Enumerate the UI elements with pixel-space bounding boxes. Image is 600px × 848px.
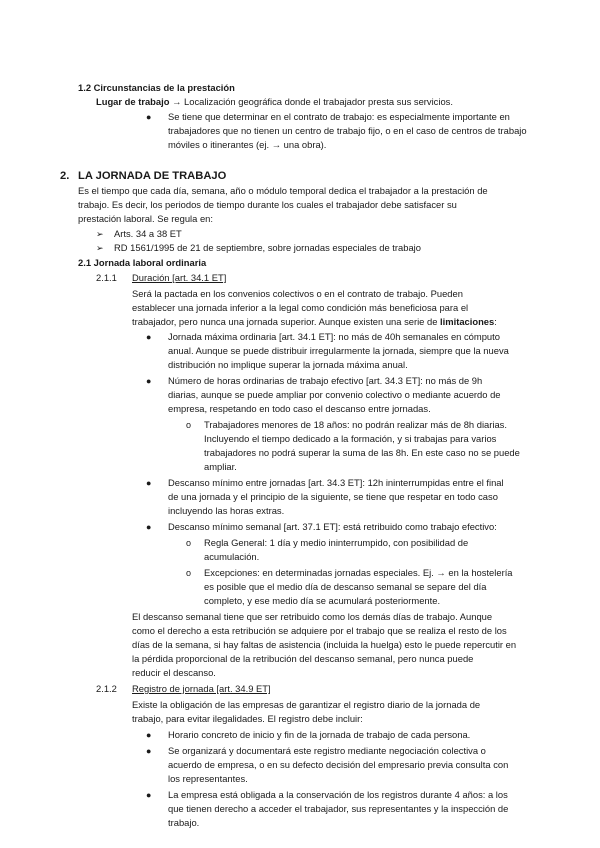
closing-line: El descanso semanal tiene que ser retribuido como los demás días de trabajo. Aunque <box>132 611 493 622</box>
intro-line: trabajo. Es decir, los periodos de tiempo durante los cuales el trabajador debe satisfacer su <box>78 199 457 210</box>
regulation-item: RD 1561/1995 de 21 de septiembre, sobre jornadas especiales de trabajo <box>114 242 421 253</box>
intro-line: prestación laboral. Se regula en: <box>78 213 213 224</box>
lugar-bullet-line: Se tiene que determinar en el contrato de trabajo: es especialmente importante en <box>168 111 510 122</box>
regla-general-line: Regla General: 1 día y medio ininterrumpido, con posibilidad de <box>204 537 469 548</box>
registro-bullet-line: acuerdo de empresa, o en su defecto decisión del empresario previa consulta con <box>168 759 509 770</box>
limit-bullet-line: Jornada máxima ordinaria [art. 34.1 ET]: no más de 40h semanales en cómputo <box>168 331 500 342</box>
duracion-line: Será la pactada en los convenios colectivos o en el contrato de trabajo. Pueden <box>132 288 463 299</box>
lugar-text: Localización geográfica donde el trabajador presta sus servicios. <box>181 96 453 107</box>
closing-line: la pérdida proporcional de la retribución del descanso semanal, pero nunca puede <box>132 653 474 664</box>
limitaciones-emphasis: limitaciones <box>440 316 495 327</box>
intro-line: Es el tiempo que cada día, semana, año o módulo temporal dedica el trabajador a la prestación de <box>78 185 488 196</box>
limit-bullet-line: distribución no implique superar la jornada máxima anual. <box>168 359 408 370</box>
colon: : <box>494 316 497 327</box>
registro-bullet-line: La empresa está obligada a la conservación de los registros durante 4 años: a los <box>168 789 508 800</box>
bullet-icon: ● <box>146 376 152 386</box>
circle-bullet-icon: o <box>186 538 192 548</box>
section-2-number: 2. <box>60 170 70 182</box>
regla-general-line: acumulación. <box>204 551 260 562</box>
arrow-icon: → <box>172 96 182 107</box>
bullet-icon: ● <box>146 790 152 800</box>
bullet-icon: ● <box>146 730 152 740</box>
section-2-1-title: 2.1 Jornada laboral ordinaria <box>78 257 207 268</box>
limit-bullet-line: Descanso mínimo entre jornadas [art. 34.3 ET]: 12h ininterrumpidas entre el final <box>168 477 504 488</box>
limit-bullet-line: anual. Aunque se puede distribuir irregularmente la jornada, siempre que la nueva <box>168 345 509 356</box>
menores-line: trabajadores no podrá superar la suma de las 8h. En este caso no se puede <box>204 447 520 458</box>
closing-line: días de la semana, si hay faltas de asistencia (incluida la huelga) esto le puede repercutir en <box>132 639 517 650</box>
excepciones-line: Excepciones: en determinadas jornadas especiales. Ej. → en la hostelería <box>204 567 513 578</box>
subsection-2-1-2-title: Registro de jornada [art. 34.9 ET] <box>132 683 271 694</box>
menores-line: ampliar. <box>204 461 237 472</box>
registro-line: trabajo, para evitar ilegalidades. El registro debe incluir: <box>132 713 363 724</box>
closing-line: como el derecho a esta retribución se adquiere por el trabajo que se realiza el resto de los <box>132 625 507 636</box>
limit-bullet-line: de una jornada y el principio de la siguiente, se tiene que respetar en todo caso <box>168 491 498 502</box>
excepciones-line: es posible que el medio día de descanso semanal se separe del día <box>204 581 487 592</box>
section-1-2-title: 1.2 Circunstancias de la prestación <box>78 82 235 93</box>
bullet-icon: ● <box>146 522 152 532</box>
limit-bullet-line: Número de horas ordinarias de trabajo efectivo [art. 34.3 ET]: no más de 9h <box>168 375 483 386</box>
registro-line: Existe la obligación de las empresas de garantizar el registro diario de la jornada de <box>132 699 481 710</box>
menores-line: Trabajadores menores de 18 años: no podrán realizar más de 8h diarias. <box>204 419 507 430</box>
registro-bullet-line: que tienen derecho a acceder el trabajador, sus representantes y la inspección de <box>168 803 509 814</box>
lugar-label: Lugar de trabajo <box>96 96 170 107</box>
bullet-icon: ● <box>146 112 152 122</box>
subsection-number: 2.1.1 <box>96 272 117 283</box>
lugar-bullet-line: móviles o itinerantes (ej. → una obra). <box>168 139 327 150</box>
registro-bullet-line: los representantes. <box>168 773 248 784</box>
arrow-bullet-icon: ➢ <box>96 229 104 239</box>
limit-bullet-line: empresa, respetando en todo caso el descanso entre jornadas. <box>168 403 431 414</box>
limit-bullet-line: incluyendo las horas extras. <box>168 505 285 516</box>
registro-bullet-line: trabajo. <box>168 817 200 828</box>
circle-bullet-icon: o <box>186 568 192 578</box>
subsection-2-1-1-title: Duración [art. 34.1 ET] <box>132 272 227 283</box>
section-2-title: LA JORNADA DE TRABAJO <box>78 170 227 182</box>
menores-line: Incluyendo el tiempo dedicado a la formación, y si trabajas para varios <box>204 433 497 444</box>
lugar-de-trabajo-line <box>96 95 453 109</box>
bullet-icon: ● <box>146 478 152 488</box>
limit-bullet-line: Descanso mínimo semanal [art. 37.1 ET]: está retribuido como trabajo efectivo: <box>168 521 497 532</box>
duracion-line-3 <box>132 315 497 329</box>
bullet-icon: ● <box>146 746 152 756</box>
closing-line: reducir el descanso. <box>132 667 216 678</box>
excepciones-line: completo, y ese medio día se acumulará posteriormente. <box>204 595 441 606</box>
bullet-icon: ● <box>146 332 152 342</box>
duracion-line: establecer una jornada inferior a la legal como condición más beneficiosa para el <box>132 302 469 313</box>
regulation-item: Arts. 34 a 38 ET <box>114 228 182 239</box>
arrow-bullet-icon: ➢ <box>96 243 104 253</box>
registro-bullet-line: Horario concreto de inicio y fin de la jornada de trabajo de cada persona. <box>168 729 471 740</box>
lugar-bullet-line: trabajadores que no tienen un centro de trabajo fijo, o en el caso de centros de trabajo <box>168 125 527 136</box>
circle-bullet-icon: o <box>186 420 192 430</box>
duracion-text: trabajador, pero nunca una jornada superior. Aunque existen una serie de <box>132 316 441 327</box>
registro-bullet-line: Se organizará y documentará este registro mediante negociación colectiva o <box>168 745 486 756</box>
subsection-number: 2.1.2 <box>96 683 117 694</box>
limit-bullet-line: diarias, aunque se puede ampliar por convenio colectivo o mediante acuerdo de <box>168 389 501 400</box>
